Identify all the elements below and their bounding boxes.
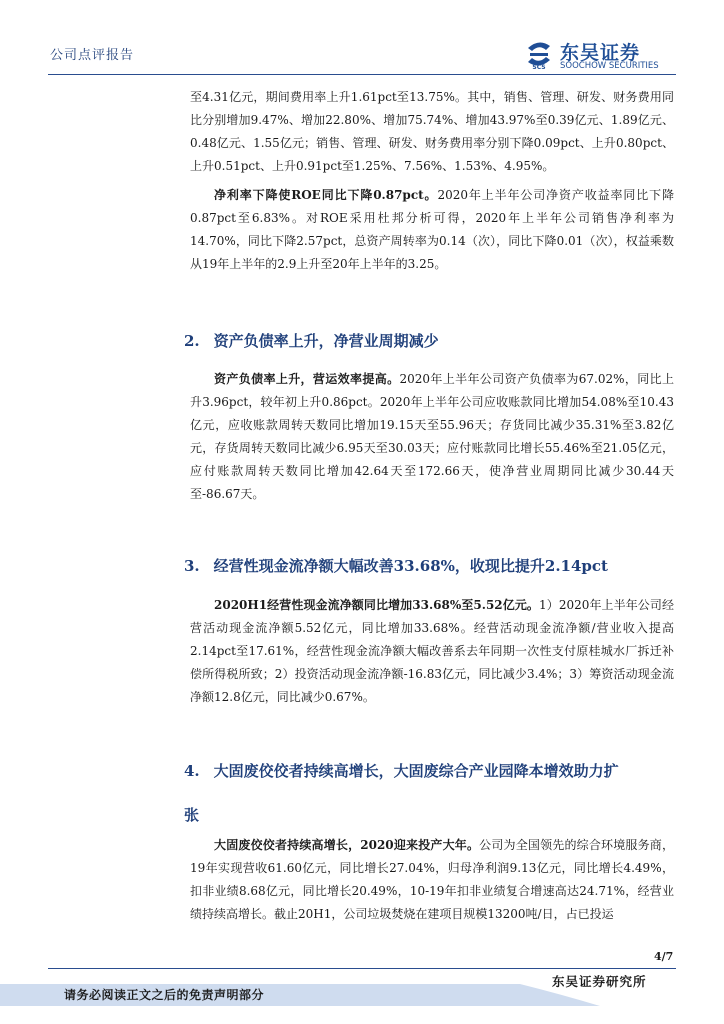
paragraph-expenses: 至4.31亿元，期间费用率上升1.61pct至13.75%。其中，销售、管理、研发、财务费用同比分别增加9.47%、增加22.80%、增加75.74%、增加43.97%至0.39亿元、1.89亿元、0.48亿元、1.55亿元；销售、管理、研发、财务费用率分别下降0.09pct、上升0.80pct、上升0.51pct、上升0.91pct至1.25%、7.56%、1.53%、4.95%。 <box>190 90 674 173</box>
paragraph-cashflow-body: 1）2020年上半年公司经营活动现金流净额5.52亿元，同比增加33.68%。经营活动现金流净额/营业收入提高2.14pct至17.61%，经营性现金流净额大幅改善系去年同期一次性支付原桂城水厂拆迁补偿所得税所致；2）投资活动现金流净额-16.83亿元，同比减少3.4%；3）筹资活动现金流净额12.8亿元，同比减少0.67%。 <box>190 598 674 704</box>
paragraph-debt-ratio-lead: 资产负债率上升，营运效率提高。 <box>214 372 400 386</box>
body-top <box>190 86 674 276</box>
page-number: 4/7 <box>654 950 674 963</box>
paragraph-cashflow <box>190 594 674 709</box>
paragraph-solid-waste <box>190 834 674 926</box>
paragraph-solid-waste-lead: 大固废佼佼者持续高增长，2020迎来投产大年。 <box>214 838 480 852</box>
paragraph-roe <box>190 184 674 276</box>
footer-company-name: 东吴证券研究所 <box>552 974 647 989</box>
soochow-logo-icon <box>524 38 554 70</box>
logo-chinese-name: 东吴证券 <box>560 42 641 64</box>
section-heading-4 <box>184 756 680 830</box>
paragraph-debt-ratio-body: 2020年上半年公司资产负债率为67.02%，同比上升3.96pct，较年初上升0.86pct。2020年上半年公司应收账款同比增加54.08%至10.43亿元，应收账款周转天数同比增加19.15天至55.96天；存货同比减少35.31%至3.82亿元，存货周转天数同比减少6.95天至30.03天；应付账款同比增长55.46%至21.05亿元，应付账款周转天数同比增加42.64天至172.66天，使净营业周期同比减少30.44天至-86.67天。 <box>190 372 674 501</box>
section-number-3: 3. <box>184 557 200 575</box>
footer-disclaimer: 请务必阅读正文之后的免责声明部分 <box>64 988 265 1002</box>
section-title-4-line1: 大固废佼佼者持续高增长，大固废综合产业园降本增效助力扩 <box>213 762 619 780</box>
header-divider <box>48 74 676 75</box>
company-logo <box>524 38 676 72</box>
paragraph-solid-waste-body: 公司为全国领先的综合环境服务商，19年实现营收61.60亿元，同比增长27.04%，归母净利润9.13亿元，同比增长4.49%，扣非业绩8.68亿元，同比增长20.49%，10-19年扣非业绩复合增速高达24.71%，经营业绩持续高增长。截止20H1，公司垃圾焚烧在建项目规模13200吨/日，占已投运 <box>190 838 674 921</box>
section-title-2: 资产负债率上升，净营业周期减少 <box>213 332 439 350</box>
paragraph-roe-body: 2020年上半年公司净资产收益率同比下降0.87pct至6.83%。对ROE采用杜邦分析可得，2020年上半年公司销售净利率为14.70%，同比下降2.57pct，总资产周转率为0.14（次），同比下降0.01（次），权益乘数从19年上半年的2.9上升至20年上半年的3.25。 <box>190 188 674 271</box>
section-heading-2 <box>184 326 680 356</box>
paragraph-debt-ratio <box>190 368 674 506</box>
report-type-label: 公司点评报告 <box>50 48 135 63</box>
body-section-2 <box>190 368 674 506</box>
body-section-3 <box>190 594 674 709</box>
section-title-4-line2: 张 <box>184 806 200 824</box>
section-number-4: 4. <box>184 762 200 780</box>
paragraph-cashflow-lead: 2020H1经营性现金流净额同比增加33.68%至5.52亿元。 <box>214 598 539 612</box>
paragraph-roe-lead: 净利率下降使ROE同比下降0.87pct。 <box>214 188 438 202</box>
logo-mark-text: SCS <box>532 64 546 70</box>
logo-english-name: SOOCHOW SECURITIES <box>560 61 659 71</box>
section-number-2: 2. <box>184 332 200 350</box>
section-title-3: 经营性现金流净额大幅改善33.68%，收现比提升2.14pct <box>213 557 608 575</box>
section-heading-3 <box>184 551 680 581</box>
footer-divider <box>48 968 676 969</box>
body-section-4 <box>190 834 674 926</box>
